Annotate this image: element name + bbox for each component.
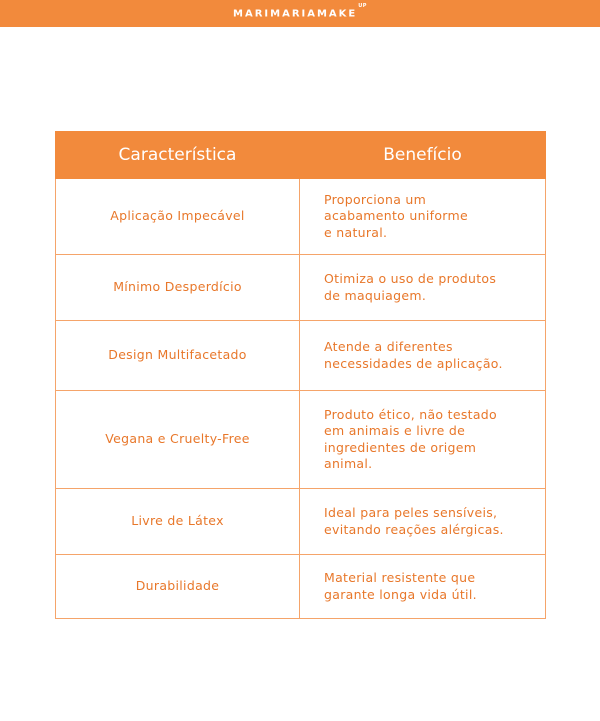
benefit-cell <box>300 489 546 555</box>
benefit-line: Ideal para peles sensíveis, <box>324 505 498 520</box>
brand-logo <box>233 2 367 20</box>
benefit-line: garante longa vida útil. <box>324 586 477 602</box>
feature-cell: Design Multifacetado <box>56 321 300 391</box>
table-row <box>56 255 546 321</box>
feature-cell: Mínimo Desperdício <box>56 255 300 321</box>
benefit-line: em animais e livre de <box>324 423 466 438</box>
table-header-row <box>56 132 546 179</box>
brand-name: MARIMARIAMAKE <box>233 8 358 20</box>
benefit-cell <box>300 555 546 619</box>
table-row <box>56 391 546 489</box>
feature-cell: Vegana e Cruelty-Free <box>56 391 300 489</box>
feature-cell: Durabilidade <box>56 555 300 619</box>
top-banner <box>0 0 600 27</box>
table-row <box>56 489 546 555</box>
benefit-line: Proporciona um <box>324 191 427 207</box>
benefit-line: animal. <box>324 456 373 471</box>
benefit-line: Otimiza o uso de produtos <box>324 271 497 286</box>
features-benefits-table <box>55 131 546 619</box>
benefit-line: Material resistente que <box>324 570 476 585</box>
benefit-line: necessidades de aplicação. <box>324 355 503 371</box>
table-row <box>56 179 546 255</box>
benefit-line: Atende a diferentes <box>324 339 453 354</box>
table-row <box>56 321 546 391</box>
brand-superscript: UP <box>358 2 367 9</box>
table-row <box>56 555 546 619</box>
benefit-line: acabamento uniforme <box>324 208 468 224</box>
column-header-feature: Característica <box>56 132 300 179</box>
comparison-table-container <box>55 131 545 619</box>
column-header-benefit: Benefício <box>300 132 546 179</box>
benefit-cell <box>300 321 546 391</box>
benefit-line: Produto ético, não testado <box>324 406 497 422</box>
benefit-line: ingredientes de origem <box>324 439 477 455</box>
benefit-line: evitando reações alérgicas. <box>324 521 504 537</box>
benefit-line: e natural. <box>324 224 388 240</box>
feature-cell: Livre de Látex <box>56 489 300 555</box>
feature-cell: Aplicação Impecável <box>56 179 300 255</box>
benefit-cell <box>300 179 546 255</box>
benefit-cell <box>300 391 546 489</box>
benefit-line: de maquiagem. <box>324 287 427 303</box>
benefit-cell <box>300 255 546 321</box>
